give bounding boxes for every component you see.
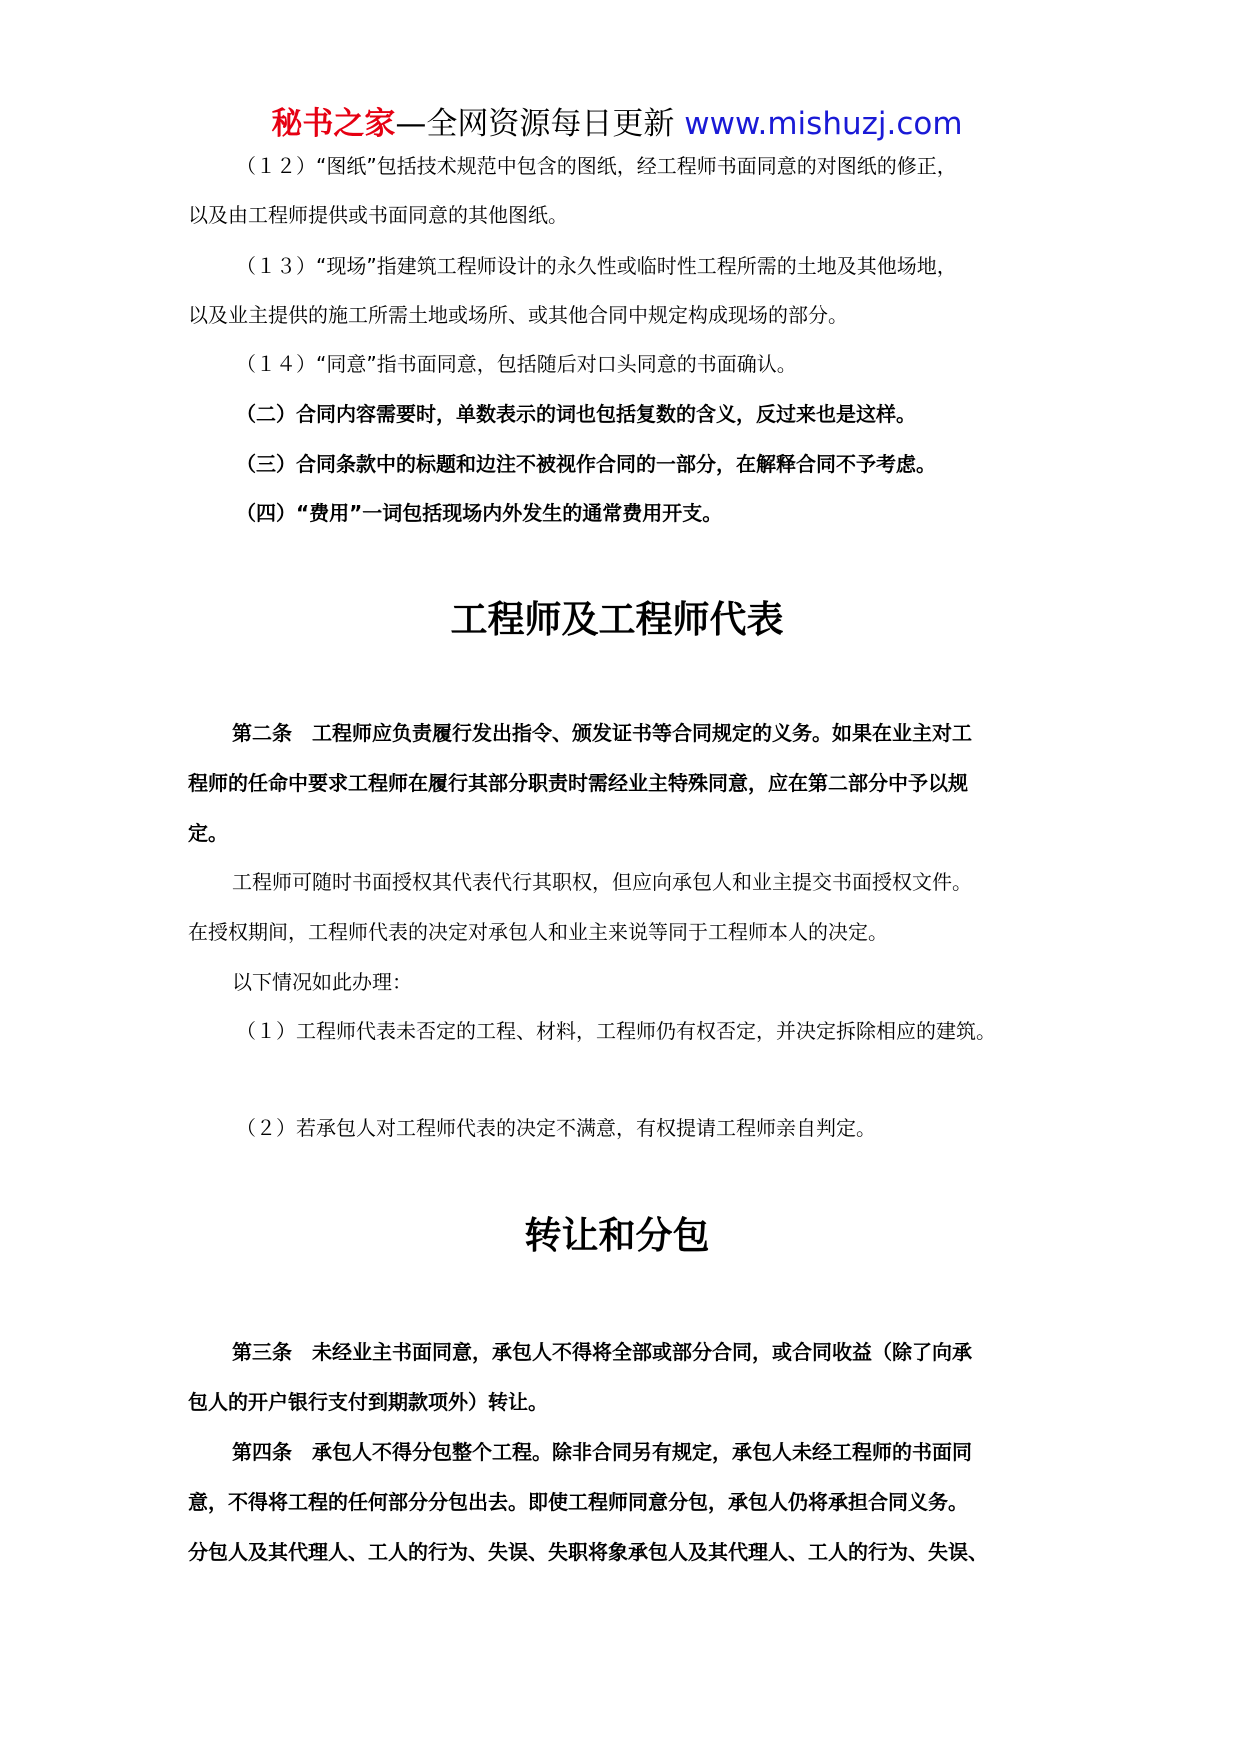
procedure-item-2: （２）若承包人对工程师代表的决定不满意，有权提请工程师亲自判定。 xyxy=(236,1116,876,1140)
article-4-line-1: 第四条 承包人不得分包整个工程。除非合同另有规定，承包人未经工程师的书面同 xyxy=(232,1440,972,1464)
clause-2: （二）合同内容需要时，单数表示的词也包括复数的含义，反过来也是这样。 xyxy=(236,402,916,426)
site-slogan: —全网资源每日更新 xyxy=(395,106,675,142)
article-2-line-3: 定。 xyxy=(188,821,228,845)
definition-12-line-2: 以及由工程师提供或书面同意的其他图纸。 xyxy=(188,203,568,227)
section-heading-assignment: 转让和分包 xyxy=(524,1214,710,1257)
article-4-line-3: 分包人及其代理人、工人的行为、失误、失职将象承包人及其代理人、工人的行为、失误、 xyxy=(188,1540,988,1564)
clause-4: （四）“费用”一词包括现场内外发生的通常费用开支。 xyxy=(236,501,723,525)
article-2-line-2: 程师的任命中要求工程师在履行其部分职责时需经业主特殊同意，应在第二部分中予以规 xyxy=(188,771,968,795)
definition-13-line-1: （１３）“现场”指建筑工程师设计的永久性或临时性工程所需的土地及其他场地， xyxy=(236,254,957,278)
article-3-line-2: 包人的开户银行支付到期款项外）转让。 xyxy=(188,1390,548,1414)
definition-14-line-1: （１４）“同意”指书面同意，包括随后对口头同意的书面确认。 xyxy=(236,352,797,376)
clause-3: （三）合同条款中的标题和边注不被视作合同的一部分，在解释合同不予考虑。 xyxy=(236,452,936,476)
site-url-link[interactable]: www.mishuzj.com xyxy=(684,106,963,142)
article-4-line-2: 意，不得将工程的任何部分分包出去。即使工程师同意分包，承包人仍将承担合同义务。 xyxy=(188,1490,968,1514)
definition-12-line-1: （１２）“图纸”包括技术规范中包含的图纸，经工程师书面同意的对图纸的修正， xyxy=(236,154,957,178)
section-heading-engineer: 工程师及工程师代表 xyxy=(450,598,784,641)
site-brand: 秘书之家 xyxy=(271,106,396,142)
authorization-line-1: 工程师可随时书面授权其代表代行其职权，但应向承包人和业主提交书面授权文件。 xyxy=(232,870,972,894)
procedure-item-1: （１）工程师代表未否定的工程、材料，工程师仍有权否定，并决定拆除相应的建筑。 xyxy=(236,1019,996,1043)
site-header xyxy=(0,104,1234,144)
authorization-line-2: 在授权期间，工程师代表的决定对承包人和业主来说等同于工程师本人的决定。 xyxy=(188,920,888,944)
article-3-line-1: 第三条 未经业主书面同意，承包人不得将全部或部分合同，或合同收益（除了向承 xyxy=(232,1340,972,1364)
article-2-line-1: 第二条 工程师应负责履行发出指令、颁发证书等合同规定的义务。如果在业主对工 xyxy=(232,721,972,745)
procedure-intro: 以下情况如此办理： xyxy=(232,970,412,994)
definition-13-line-2: 以及业主提供的施工所需土地或场所、或其他合同中规定构成现场的部分。 xyxy=(188,303,848,327)
